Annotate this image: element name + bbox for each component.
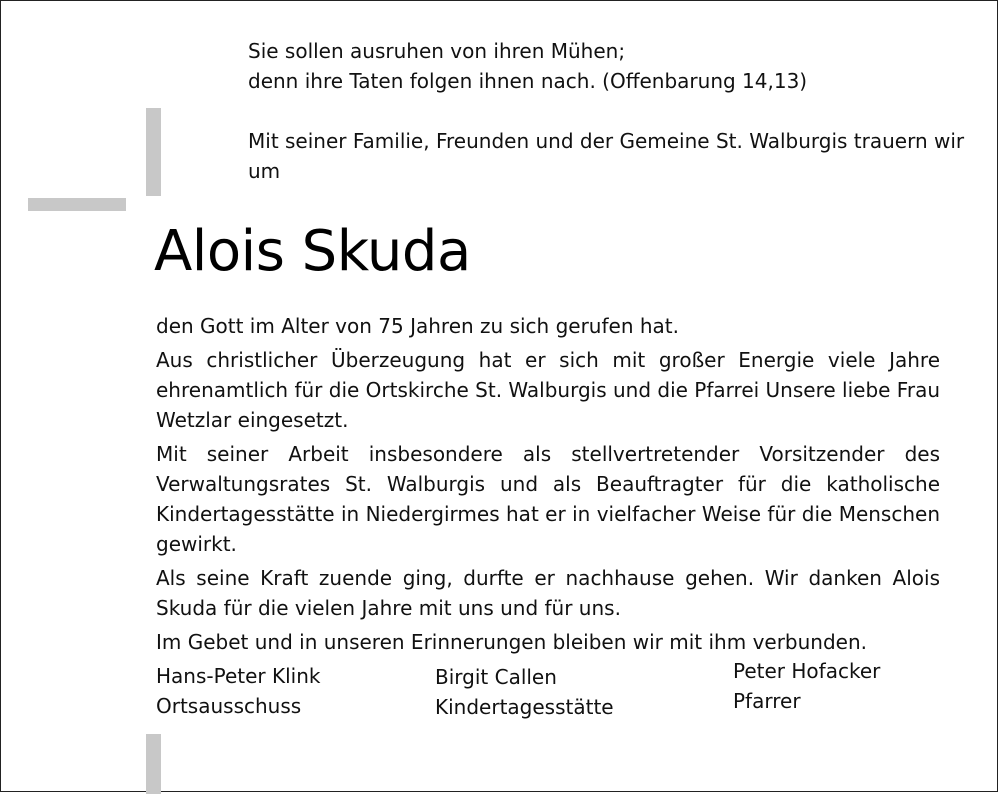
signatory-role: Ortsausschuss	[156, 694, 302, 718]
cross-vertical-bottom	[146, 734, 161, 794]
paragraph: Als seine Kraft zuende ging, durfte er nachhause gehen. Wir danken Alois Skuda für die vielen Jahre mit uns und für uns.	[156, 566, 940, 620]
quote-line-2: denn ihre Taten folgen ihnen nach. (Offenbarung 14,13)	[248, 69, 808, 93]
quote-line-1: Sie sollen ausruhen von ihren Mühen;	[248, 39, 626, 63]
mourning-intro: Mit seiner Familie, Freunden und der Gemeine St. Walburgis trauern wir um	[248, 129, 965, 183]
paragraph: Im Gebet und in unseren Erinnerungen bleiben wir mit ihm verbunden.	[156, 630, 868, 654]
obituary-text	[156, 311, 940, 661]
paragraph: Aus christlicher Überzeugung hat er sich mit großer Energie viele Jahre ehrenamtlich für die Ortskirche St. Walburgis und die Pfarrei Unsere liebe Frau Wetzlar eingesetzt.	[156, 348, 941, 432]
signatory-role: Pfarrer	[733, 689, 801, 713]
bible-quote	[248, 36, 968, 96]
cross-vertical-top	[146, 108, 161, 196]
deceased-name: Alois Skuda	[154, 219, 471, 284]
signature-pfarrer	[733, 656, 880, 716]
paragraph: Mit seiner Arbeit insbesondere als stellvertretender Vorsitzender des Verwaltungsrates St. Walburgis und als Beauftragter für die katholische Kindertagesstätte in Niedergirmes hat er in vielfacher Weise für die Menschen gewirkt.	[156, 442, 940, 556]
signatory-name: Hans-Peter Klink	[156, 664, 321, 688]
signatory-role: Kindertagesstätte	[435, 695, 614, 719]
paragraph: den Gott im Alter von 75 Jahren zu sich gerufen hat.	[156, 314, 679, 338]
signature-kindertagesstaette	[435, 662, 614, 722]
signatory-name: Birgit Callen	[435, 665, 557, 689]
signatory-name: Peter Hofacker	[733, 659, 881, 683]
signature-ortsausschuss	[156, 661, 320, 721]
cross-horizontal	[28, 198, 126, 211]
